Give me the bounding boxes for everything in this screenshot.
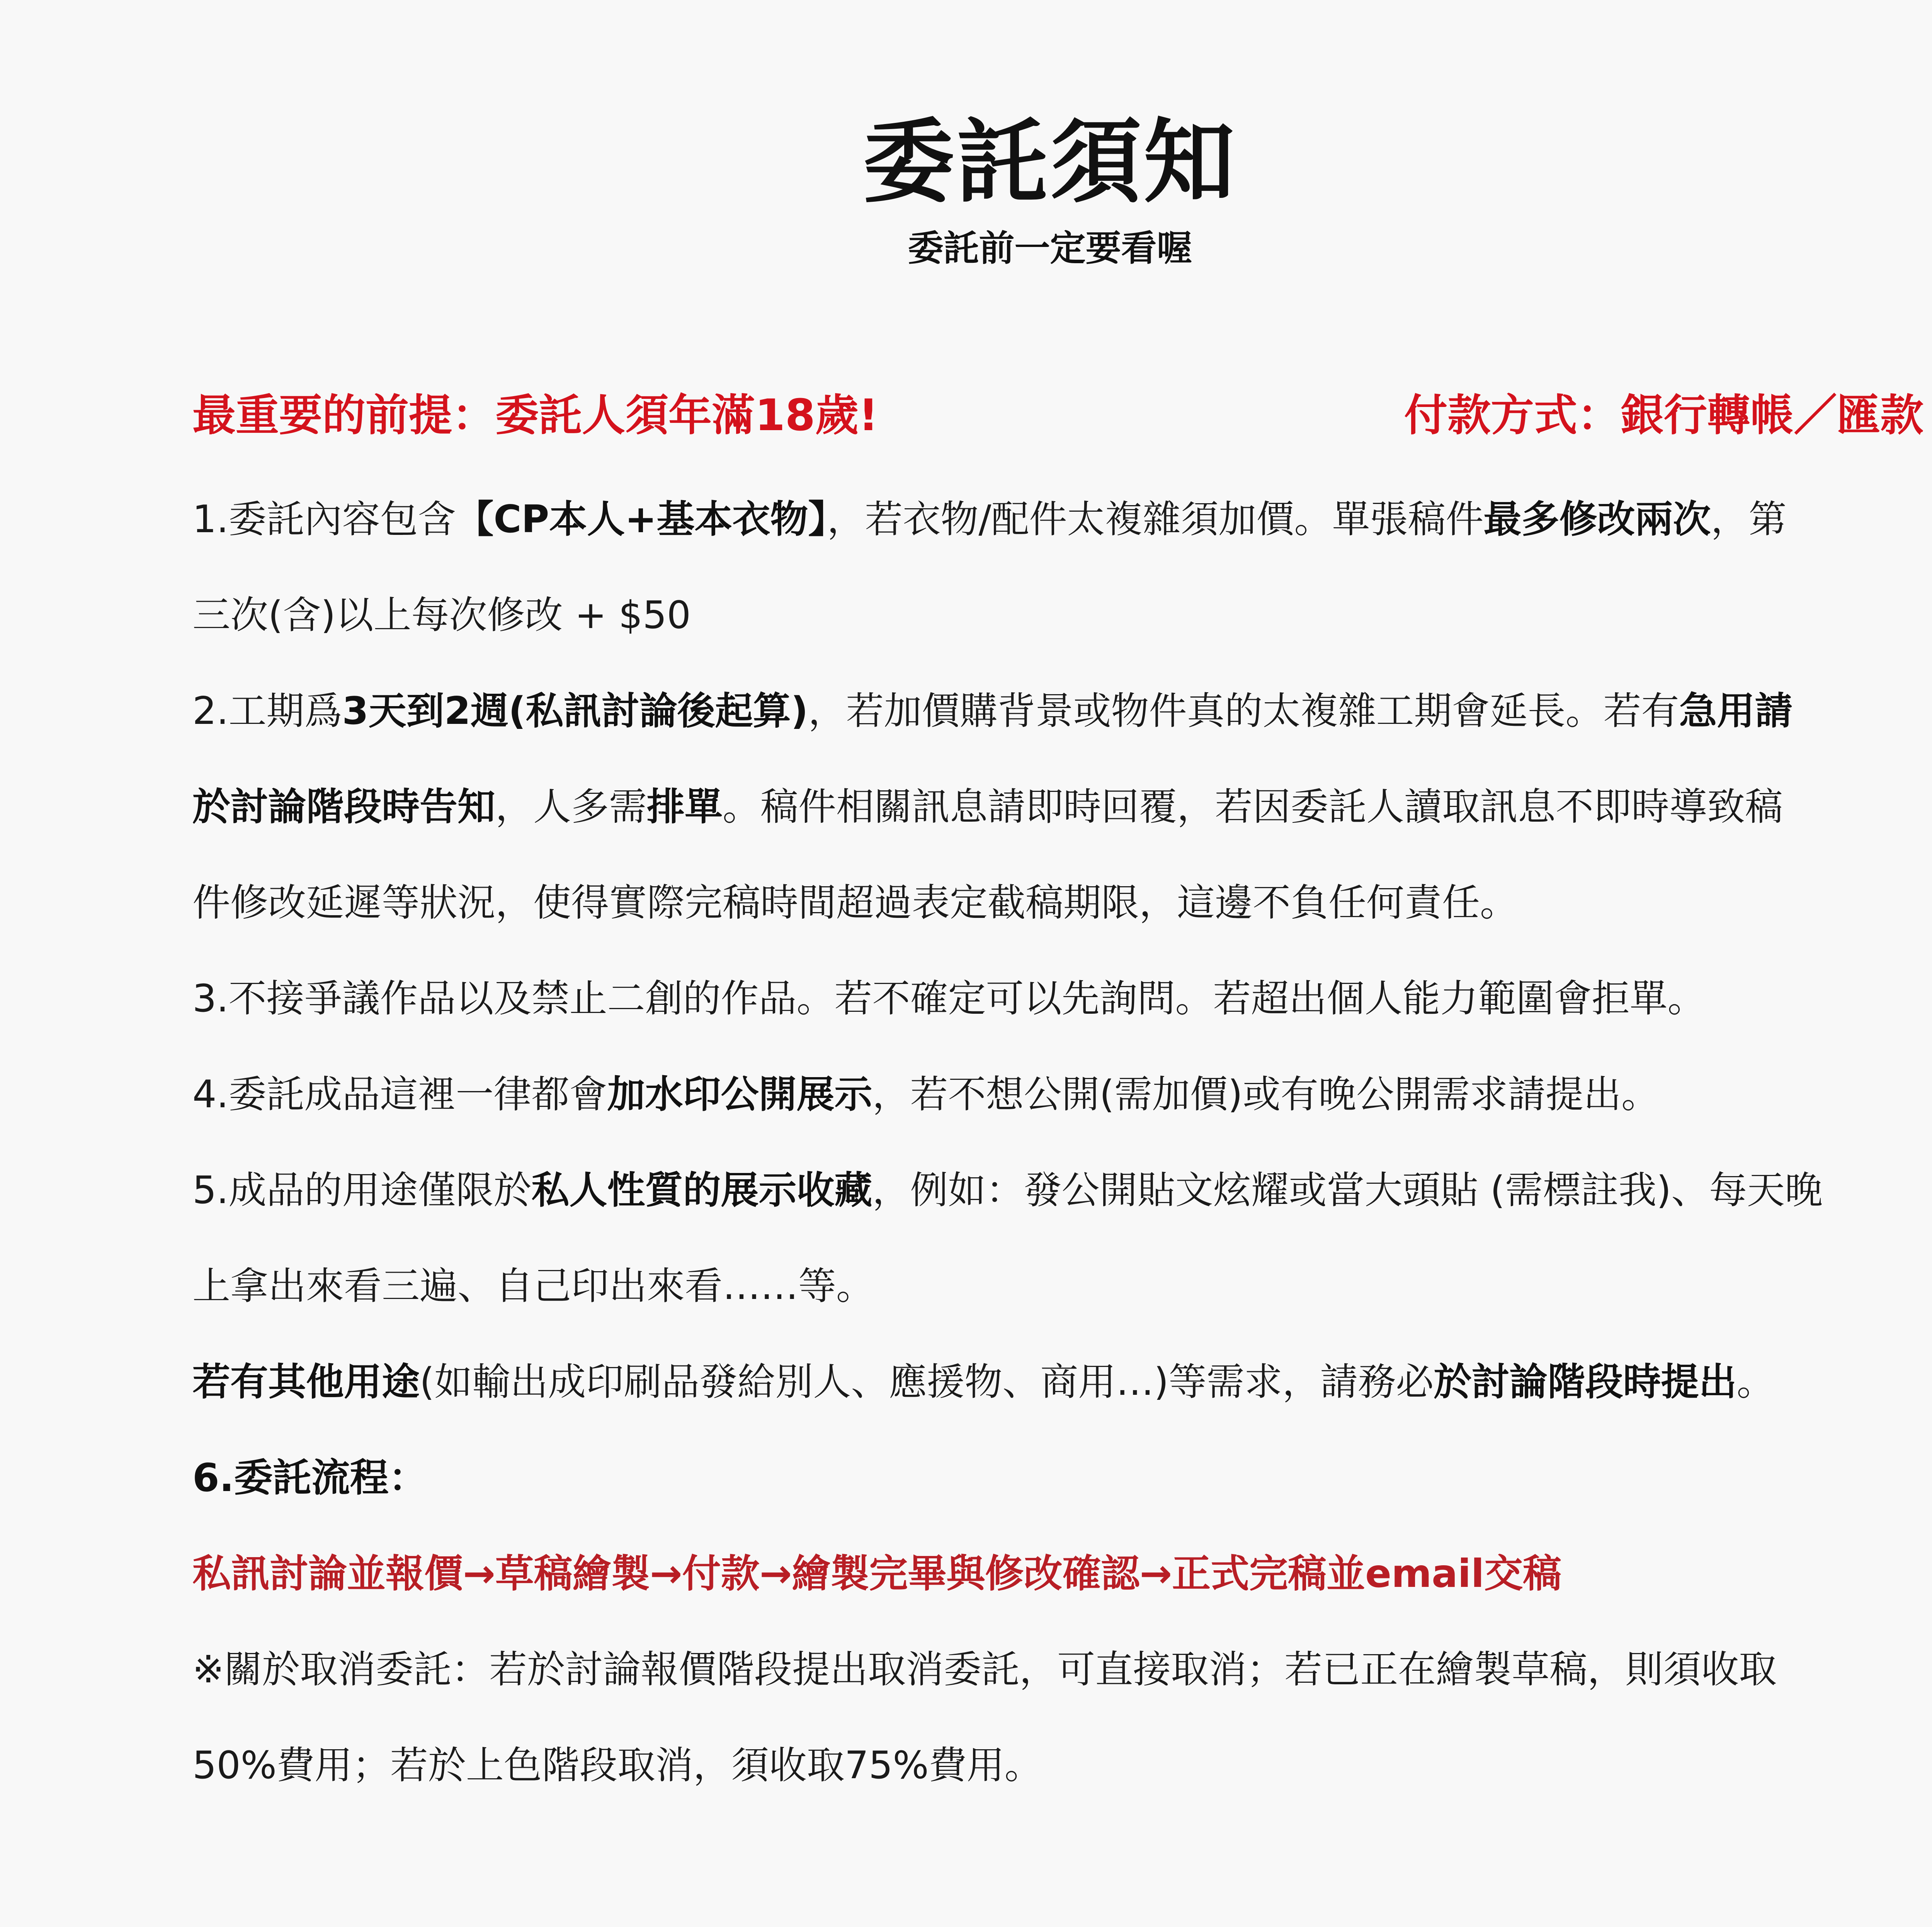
item-6-heading: 6.委託流程：: [192, 1455, 427, 1500]
page-subtitle: 委託前一定要看喔: [908, 228, 1192, 269]
highlight-queue: 排單: [647, 785, 723, 829]
item-1-line-1: 1.委託內容包含【CP本人+基本衣物】，若衣物/配件太複雜須加價。單張稿件最多修改兩次，第: [192, 497, 1787, 541]
highlight-urgent: 急用請: [1679, 689, 1793, 733]
payment-method: 付款方式：銀行轉帳／匯款: [1404, 390, 1923, 441]
item-5-line-2: 上拿出來看三遍、自己印出來看……等。: [192, 1264, 874, 1308]
other-uses: 若有其他用途(如輸出成印刷品發給別人、應援物、商用…)等需求，請務必於討論階段時提出。: [192, 1360, 1775, 1404]
highlight-private-use: 私人性質的展示收藏: [531, 1168, 872, 1212]
highlight-other-uses: 若有其他用途: [192, 1360, 420, 1404]
age-requirement: 最重要的前提：委託人須年滿18歲!: [192, 390, 878, 441]
key-info-row: [192, 383, 1923, 441]
cancel-line-2: 50%費用；若於上色階段取消，須收取75%費用。: [192, 1743, 1043, 1787]
highlight-revisions: 最多修改兩次: [1483, 497, 1711, 541]
cancel-line-1: ※關於取消委託：若於討論報價階段提出取消委託，可直接取消；若已正在繪製草稿，則須收取: [192, 1648, 1777, 1692]
header: [0, 104, 1932, 274]
notice-content: [192, 383, 1923, 1813]
item-1-line-2: 三次(含)以上每次修改 + $50: [192, 593, 691, 637]
highlight-included: 【CP本人+基本衣物】: [456, 497, 827, 541]
commission-flow: 私訊討論並報價→草稿繪製→付款→繪製完畢與修改確認→正式完稿並email交稿: [192, 1551, 1562, 1596]
item-5-line-1: 5.成品的用途僅限於私人性質的展示收藏，例如：發公開貼文炫耀或當大頭貼 (需標註我)、每天晚: [192, 1168, 1823, 1212]
page-title: 委託須知: [863, 109, 1237, 215]
item-4: 4.委託成品這裡一律都會加水印公開展示，若不想公開(需加價)或有晚公開需求請提出。: [192, 1072, 1659, 1117]
item-2-line-1: 2.工期爲3天到2週(私訊討論後起算)，若加價購背景或物件真的太複雜工期會延長。若有急用請: [192, 689, 1793, 733]
highlight-watermark: 加水印公開展示: [607, 1072, 872, 1117]
highlight-notify: 於討論階段時告知: [192, 785, 496, 829]
item-2-line-2: 於討論階段時告知，人多需排單。稿件相關訊息請即時回覆，若因委託人讀取訊息不即時導致稿: [192, 785, 1783, 829]
highlight-discussion: 於討論階段時提出: [1434, 1360, 1737, 1404]
highlight-duration: 3天到2週(私訊討論後起算): [342, 689, 808, 733]
item-2-line-3: 件修改延遲等狀況，使得實際完稿時間超過表定截稿期限，這邊不負任何責任。: [192, 881, 1518, 925]
item-3: 3.不接爭議作品以及禁止二創的作品。若不確定可以先詢問。若超出個人能力範圍會拒單。: [192, 977, 1706, 1021]
